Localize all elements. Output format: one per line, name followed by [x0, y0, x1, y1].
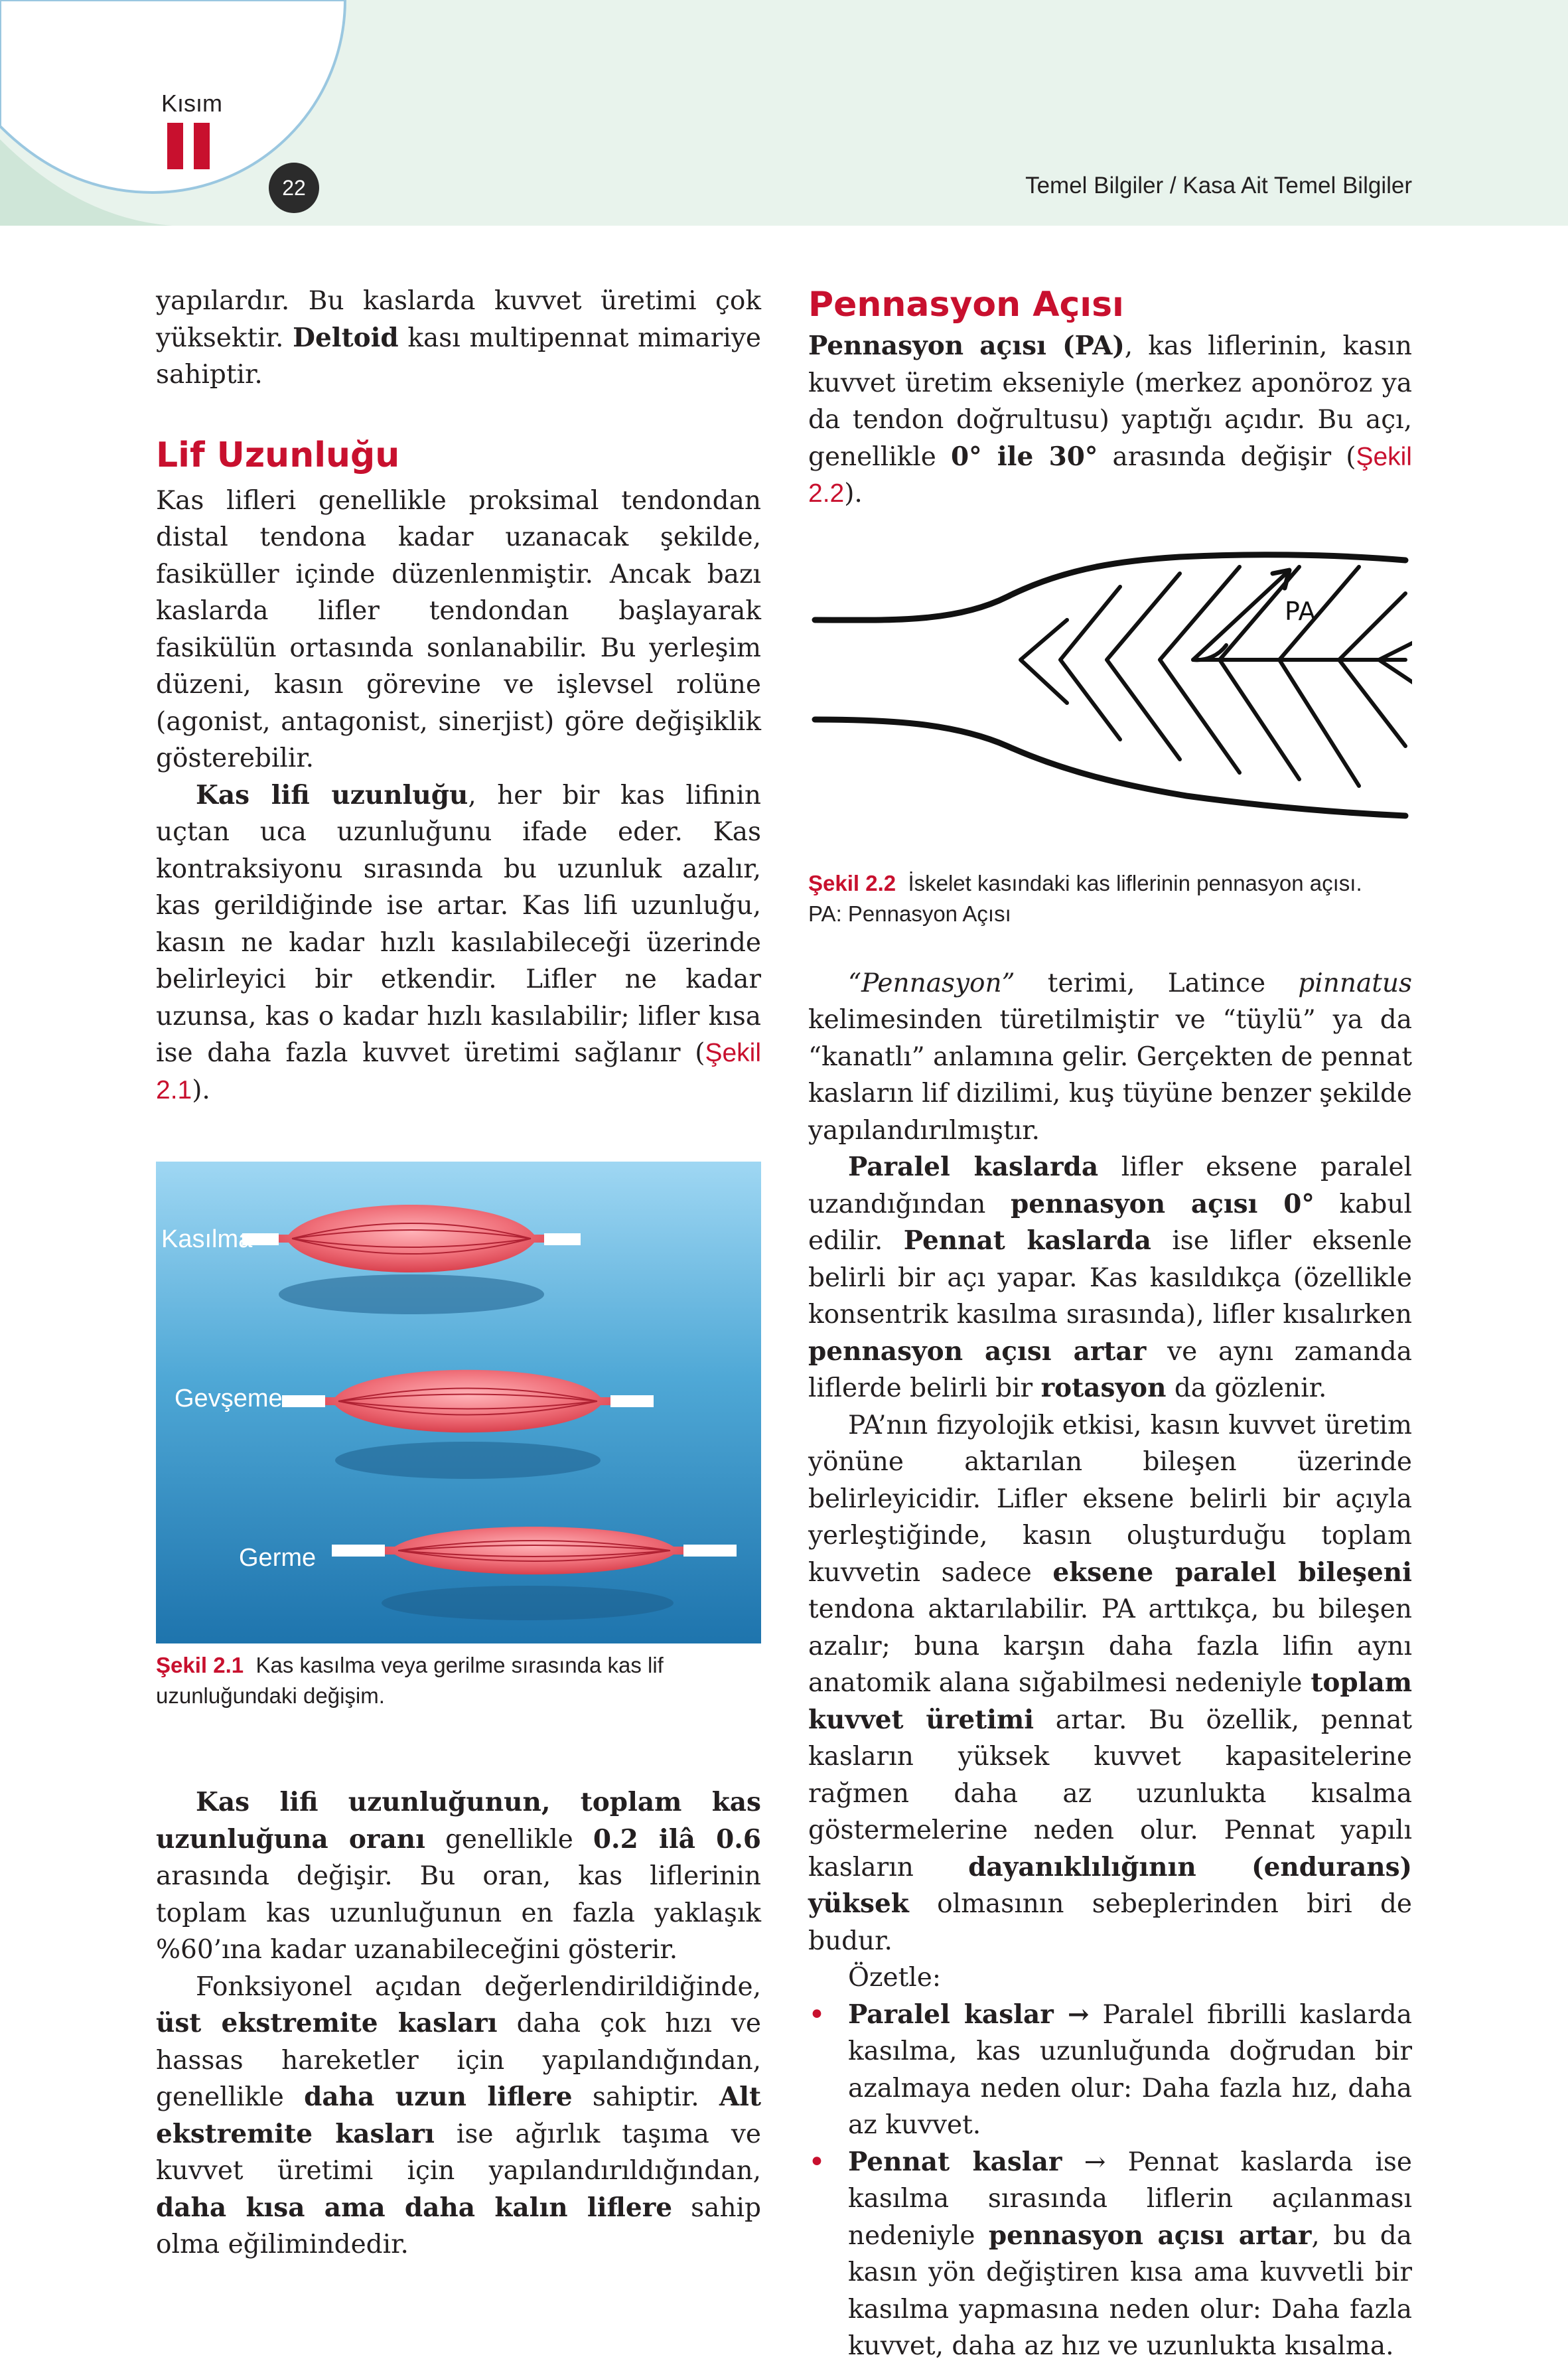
paragraph: Paralel kaslarda lifler eksene paralel uzandığından pennasyon açısı 0° kabul edilir. Pennat kaslarda ise lifler eksenle belirli bir açı yapar. Kas kasıldıkça (özellikle konsentrik kasılma sırasında), lifler kısalırken pennasyon açısı artar ve aynı zamanda liflerde belirli bir rotasyon da gözlenir.: [808, 1152, 1412, 1403]
label-germe: Germe: [239, 1544, 317, 1572]
paragraph: Özetle:: [848, 1963, 941, 1993]
figure-link[interactable]: Şekil 2.1: [156, 1039, 761, 1105]
paragraph: Pennasyon açısı (PA), kas liflerinin, kasın kuvvet üretim ekseniyle (merkez aponöroz ya da tendon doğrultusu) yaptığı açıdır. Bu açı, genellikle 0° ile 30° arasında değişir (Şekil 2.2).: [808, 331, 1412, 508]
label-gevseme: Gevşeme: [175, 1385, 283, 1412]
figure-muscle-length: [156, 1162, 761, 1643]
figure-pennation-diagram: [808, 547, 1412, 859]
right-column: [808, 283, 1412, 2365]
paragraph: PA’nın fizyolojik etkisi, kasın kuvvet üretim yönüne aktarılan bileşen üzerinde belirleyicidir. Lifler eksene belirli bir açıyla yerleştiğinde, kasın oluşturduğu toplam kuvvetin sadece eksene paralel bileşeni tendona aktarılabilir. PA arttıkça, bu bileşen azalır; buna karşın daha fazla lifin aynı anatomik alana sığabilmesi nedeniyle toplam kuvvet üretimi artar. Bu özellik, pennat kasların yüksek kuvvet kapasitelerine rağmen daha az uzunlukta kısalma göstermelerine neden olur. Pennat yapılı kasların dayanıklılığının (endurans) yüksek olmasının sebeplerinden biri de budur.: [808, 1410, 1412, 1956]
paragraph: Kas lifleri genellikle proksimal tendondan distal tendona kadar uzanacak şekilde, fasiküller içinde düzenlenmiştir. Ancak bazı kaslarda lifler tendondan başlayarak fasikülün ortasında sonlanabilir. Bu yerleşim düzeni, kasın görevine ve işlevsel rolüne (agonist, antagonist, sinerjist) göre değişiklik gösterebilir.: [156, 485, 761, 773]
figure-caption-2-2: Şekil 2.2 İskelet kasındaki kas liflerinin pennasyon açısı. PA: Pennasyon Açısı: [808, 870, 1362, 926]
summary-list: [808, 1997, 1412, 2365]
page-number: 22: [269, 163, 319, 213]
section-heading-lif-uzunlugu: Lif Uzunluğu: [156, 435, 400, 475]
running-title: Temel Bilgiler / Kasa Ait Temel Bilgiler: [1025, 173, 1412, 198]
paragraph: “Pennasyon” terimi, Latince pinnatus kelimesinden türetilmiştir ve “tüylü” ya da “kanatlı” anlamına gelir. Gerçekten de pennat kasların lif dizilimi, kuş tüyüne benzer şekilde yapılandırılmıştır.: [808, 968, 1413, 1146]
continued-paragraph: yapılardır. Bu kaslarda kuvvet üretimi çok yüksektir. Deltoid kası multipennat mimariye sahiptir.: [156, 286, 761, 390]
part-label: Kısım: [161, 90, 223, 117]
figure-link[interactable]: Şekil 2.2: [808, 442, 1412, 508]
section-heading-pennasyon-acisi: Pennasyon Açısı: [808, 285, 1124, 325]
list-item: • Paralel kaslar → Paralel fibrilli kaslarda kasılma, kas uzunluğunda doğrudan bir azalmaya neden olur: Daha fazla hız, daha az kuvvet.: [808, 1997, 1412, 2144]
list-item: • Pennat kaslar → Pennat kaslarda ise kasılma sırasında liflerin açılanması nedeniyle pennasyon açısı artar, bu da kasın yön değiştiren kısa ama kuvvetli bir kasılma yapmasına neden olur: Daha fazla kuvvet, daha az hız ve uzunlukta kısalma.: [808, 2144, 1412, 2365]
pa-label: PA: [1285, 596, 1316, 626]
figure-caption-2-1: Şekil 2.1 Kas kasılma veya gerilme sırasında kas lif uzunluğundaki değişim.: [156, 1653, 664, 1708]
left-column: [156, 283, 761, 2263]
paragraph: Kas lifi uzunluğu, her bir kas lifinin uçtan uca uzunluğunu ifade eder. Kas kontraksiyonu sırasında bu uzunluk azalır, kas gerildiğinde ise artar. Kas lifi uzunluğu, kasın ne kadar hızlı kasılabileceği üzerinde belirleyici bir etkendir. Lifler ne kadar uzunsa, kas o kadar hızlı kasılabilir; lifler kısa ise daha fazla kuvvet üretimi sağlanır (Şekil 2.1).: [156, 779, 761, 1105]
paragraph: Kas lifi uzunluğunun, toplam kas uzunluğuna oranı genellikle 0.2 ilâ 0.6 arasında değişir. Bu oran, kas liflerinin toplam kas uzunluğunun en fazla yaklaşık %60’ına kadar uzanabileceğini gösterir.: [156, 1787, 762, 1965]
part-numeral-mark: [167, 123, 214, 169]
label-kasilma: Kasılma: [161, 1225, 253, 1253]
paragraph: Fonksiyonel açıdan değerlendirildiğinde, üst ekstremite kasları daha çok hızı ve hassas hareketler için yapılandığından, genellikle daha uzun liflere sahiptir. Alt ekstremite kasları ise ağırlık taşıma ve kuvvet üretimi için yapılandırıldığından, daha kısa ama daha kalın liflere sahip olma eğilimindedir.: [156, 1971, 761, 2259]
